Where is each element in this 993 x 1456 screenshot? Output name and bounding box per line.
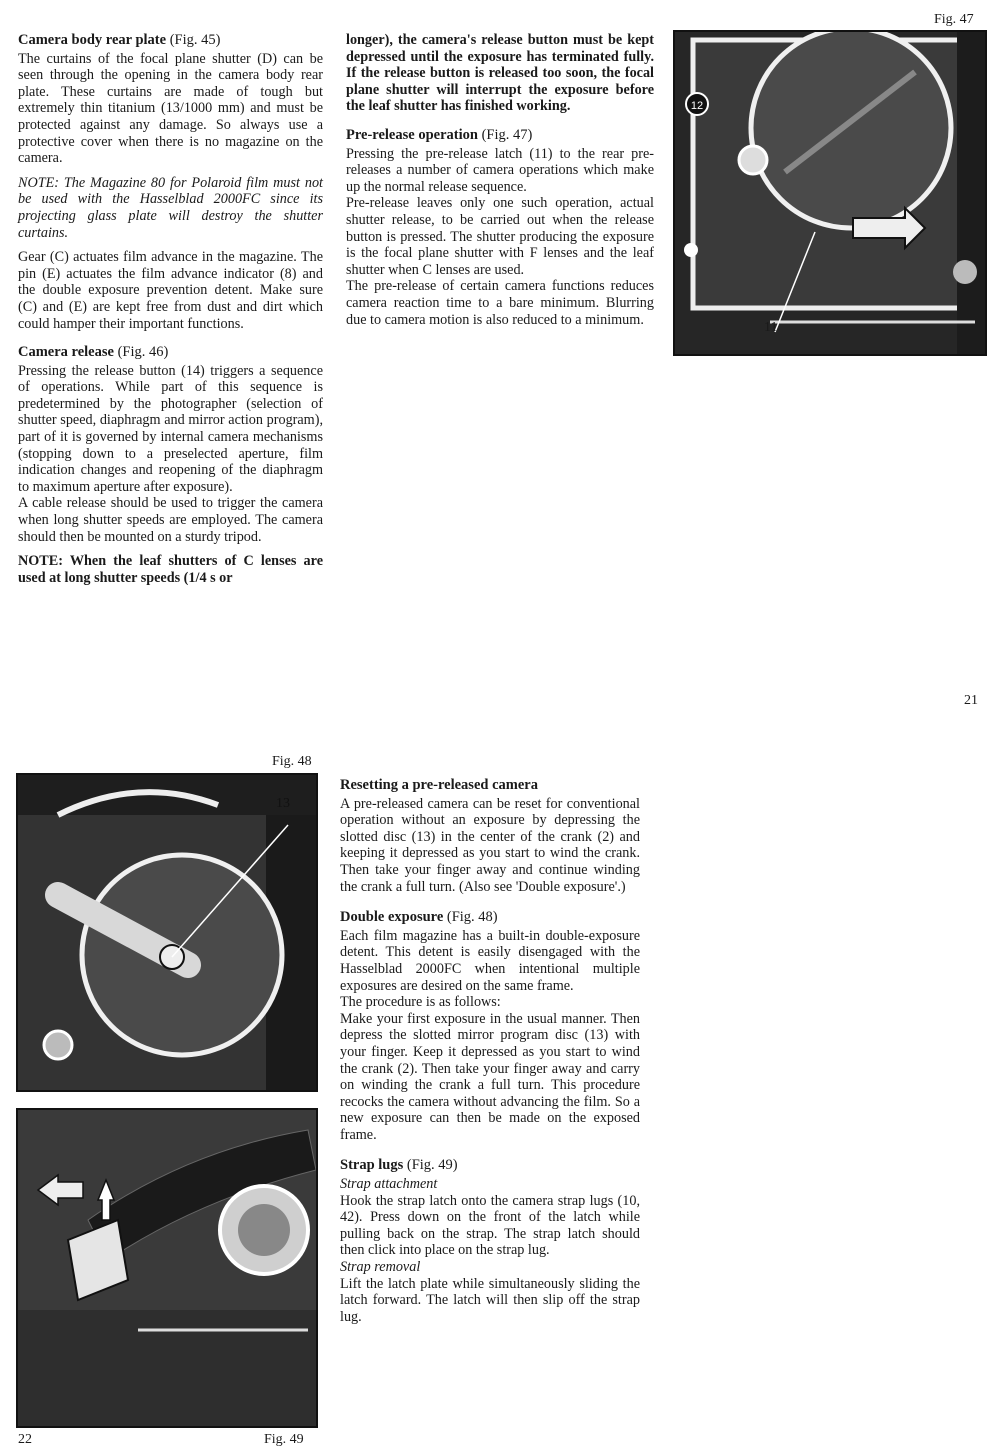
page22-column-2 (340, 777, 640, 1325)
heading-title: Camera release (18, 344, 114, 361)
paragraph: Pre-release leaves only one such operation, actual shutter release, to be carried out when the release button is pressed. The shutter producing the exposure is the focal plane shutter with F lenses and the leaf shutter when C lenses are used. (346, 195, 654, 278)
marker-12: 12 (690, 100, 704, 112)
subheading: Strap removal (340, 1259, 421, 1276)
paragraph: The pre-release of certain camera functions reduces camera reaction time to a bare minimum. Blurring due to camera motion is also reduced to a minimum. (346, 278, 654, 328)
figure-label: Fig. 48 (272, 754, 312, 769)
figure-reference: (Fig. 46) (117, 344, 169, 361)
figure-label: Fig. 49 (264, 1432, 304, 1447)
figure-label: Fig. 47 (934, 12, 974, 27)
page-number: 22 (18, 1432, 32, 1447)
paragraph: Hook the strap latch onto the camera strap lugs (10, 42). Press down on the front of the latch while pulling back on the strap. The strap latch should then click into place on the strap lug. (340, 1192, 640, 1259)
paragraph: The curtains of the focal plane shutter (D) can be seen through the opening in the camera body rear plate. These curtains are made of tough but extremely thin titanium (13/1000 mm) and must be protected against any damage. So always use a protective cover when there is no magazine on the camera. (18, 50, 323, 167)
subheading: Strap attachment (340, 1176, 438, 1193)
paragraph: Gear (C) actuates film advance in the magazine. The pin (E) actuates the film advance indicator (8) and the double exposure prevention detent. Make sure (C) and (E) are kept free from dust and dirt which could hamper their important functions. (18, 249, 323, 332)
section-heading (18, 32, 323, 49)
paragraph: The procedure is as follows: (340, 994, 501, 1011)
section-heading (340, 909, 640, 926)
callout-13: 13 (276, 796, 290, 811)
strap-lug-illustration (18, 1110, 316, 1426)
figure-reference: (Fig. 45) (169, 32, 221, 48)
figure-49-photo (16, 1108, 318, 1428)
paragraph: Pressing the release button (14) triggers a sequence of operations. While part of this sequence is predetermined by the photographer (selection of shutter speed, diaphragm and mirror action program), part of it is governed by internal camera mechanisms (stopping down to a preselected aperture, film indication changes and reopening of the diaphragm to maximum aperture after exposure). (18, 362, 323, 495)
figure-47-photo (673, 30, 987, 356)
figure-reference: (Fig. 48) (446, 909, 498, 926)
section-heading (346, 127, 654, 144)
note-paragraph: NOTE: The Magazine 80 for Polaroid film must not be used with the Hasselblad 2000FC since its projecting glass plate will destroy the shutter curtains. (18, 174, 323, 241)
paragraph: Make your first exposure in the usual manner. Then depress the slotted mirror program disc (13) with your finger. Keep it depressed as you start to wind the crank (2). Then take your finger away and carry on winding the crank a full turn. This procedure recocks the camera without advancing the film. So a new exposure can then be made on the exposed frame. (340, 1010, 640, 1143)
section-heading (18, 344, 323, 361)
heading-title: Camera body rear plate (18, 32, 167, 48)
figure-reference: (Fig. 47) (481, 126, 533, 143)
heading-title: Double exposure (340, 909, 444, 926)
section-heading (340, 777, 640, 794)
page-number: 21 (964, 693, 978, 708)
heading-title: Pre-release operation (346, 126, 478, 143)
paragraph: Lift the latch plate while simultaneously sliding the latch forward. The latch will then slip off the strap lug. (340, 1275, 640, 1325)
paragraph: A cable release should be used to trigger the camera when long shutter speeds are employed. The camera should then be mounted on a sturdy tripod. (18, 495, 323, 545)
paragraph: longer), the camera's release button must be kept depressed until the exposure has terminated fully. If the release button is released too soon, the focal plane shutter will interrupt the exposure before the leaf shutter has finished working. (346, 32, 654, 115)
section-heading (340, 1157, 640, 1174)
callout-11: 11 (764, 320, 778, 335)
note-paragraph: NOTE: When the leaf shutters of C lenses are used at long shutter speeds (1/4 s or (18, 553, 323, 586)
page21-column-1 (18, 32, 323, 586)
paragraph: A pre-released camera can be reset for conventional operation without an exposure by depressing the slotted disc (13) in the center of the crank (2) and keeping it depressed as you start to wind the crank. Then take your finger away and continue winding the crank a full turn. (Also see 'Double exposure'.) (340, 795, 640, 895)
crank-illustration (18, 775, 316, 1090)
heading-title: Resetting a pre-released camera (340, 777, 538, 793)
figure-48-photo (16, 773, 318, 1092)
figure-reference: (Fig. 49) (406, 1157, 458, 1174)
heading-title: Strap lugs (340, 1157, 404, 1174)
paragraph: Pressing the pre-release latch (11) to the rear pre-releases a number of camera operations which make up the normal release sequence. (346, 145, 654, 195)
page21-column-2 (346, 32, 654, 328)
paragraph: Each film magazine has a built-in double-exposure detent. This detent is easily disengaged with the Hasselblad 2000FC when intentional multiple exposures are desired on the same frame. (340, 927, 640, 994)
camera-rear-illustration (675, 32, 985, 354)
